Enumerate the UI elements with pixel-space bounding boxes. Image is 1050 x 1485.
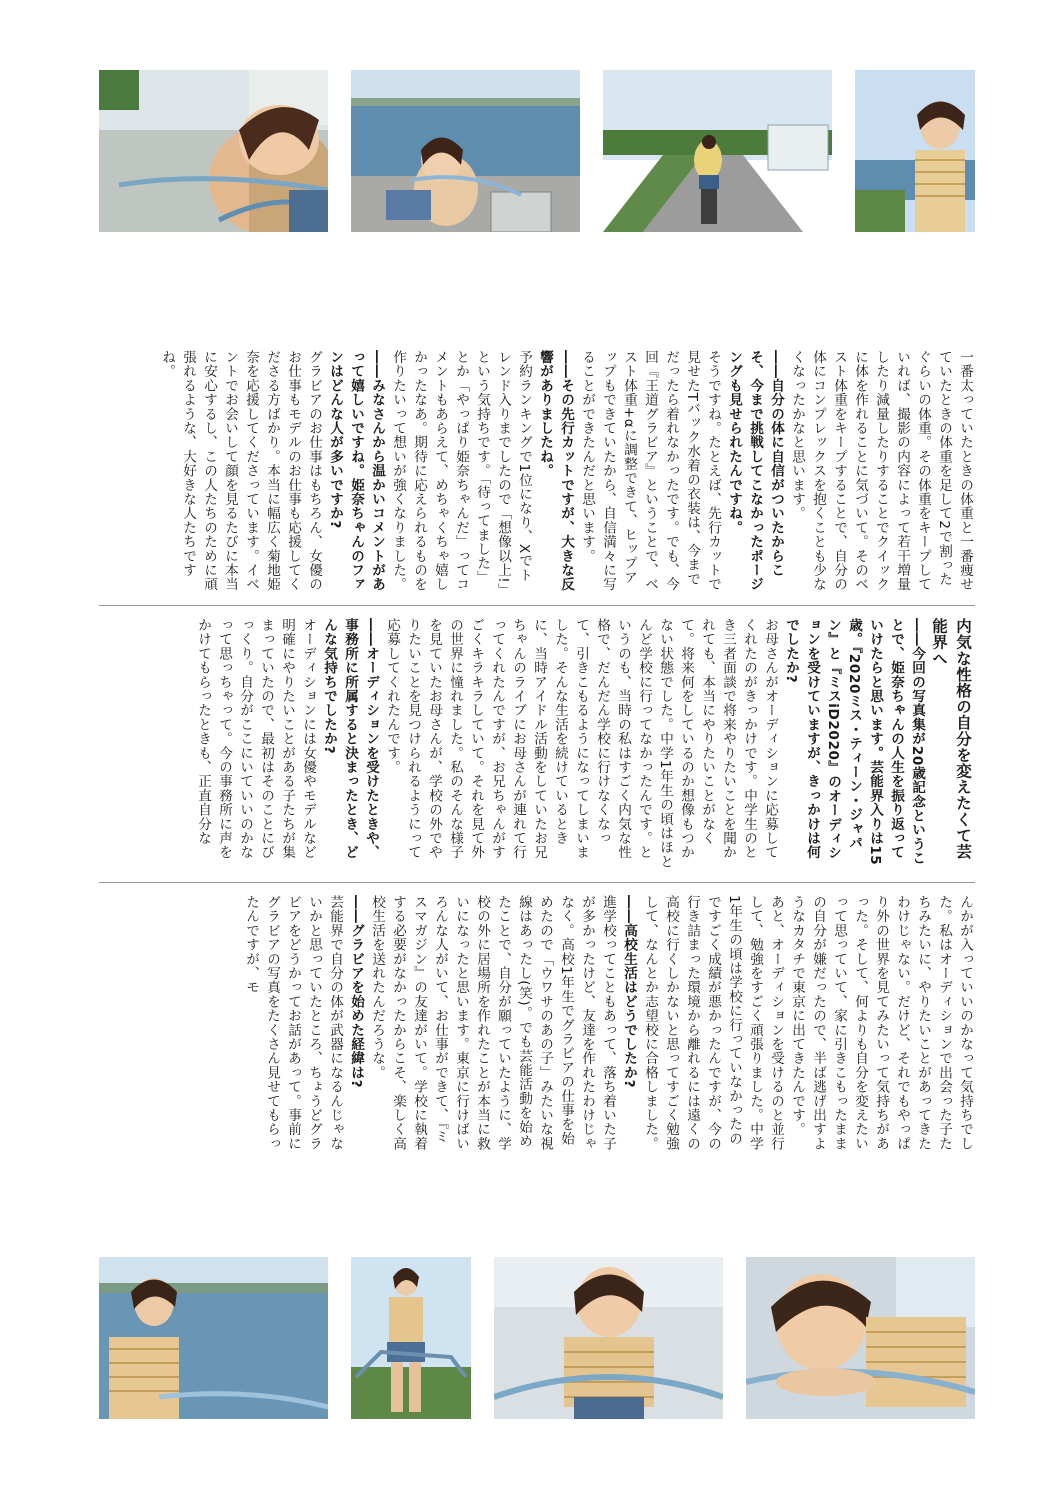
photo-top-2-image [351, 70, 580, 232]
photo-top-4 [855, 70, 975, 232]
photo-bottom-1-image [99, 1257, 328, 1419]
photo-bottom-3-image [494, 1257, 723, 1419]
paragraph: 一番太っていたときの体重と一番痩せていたときの体重を足して2で割ったぐらいの体重。その体重をキープしていれば、撮影の内容によって若干増量したり減量したりすることでクイックに体を作れることに気づいて。そのベスト体重をキープすることで、自分の体にコンプレックスを抱くことも少なくなったかなと思います。 [789, 350, 973, 592]
paragraph: グラビアのお仕事はもちろん、女優のお仕事もモデルのお仕事も応援してくださる方ばかり。本当に幅広く菊地姫奈を応援してくださっています。イベントでお会いして顔を見るたびに本当に安心するし、この人たちのために頑張れるような、大好きな人たちですね。 [159, 350, 322, 592]
question: ――その先行カットですが、大きな反響がありましたね。 [537, 350, 574, 592]
paragraph: んかが入っていいのかなって気持ちでした。私はオーディションで出会った子たちみたいに、やりたいことがあってきたわけじゃない。だけど、それでもやっぱり外の世界を見てみたいって気持ちがあった。そして、何よりも自分を変えたいって思っていて、家に引きこもったままの自分が嫌だったので、半ば逃げ出すようなカタチで東京に出てきたんです。 [789, 895, 973, 1151]
paragraph: お母さんがオーディションに応募してくれたのがきっかけです。中学生のとき三者面談で将来やりたいことを聞かれても、本当にやりたいことがなくて。将来何をしているのか想像もつかない状態でした。中学1年生の頃はほとんど学校に行ってなかったんです。というのも、当時の私はすごく内気な性格で、だんだん学校に行けなくなって、引きこもるようになってしまいました。そんな生活を続けているときに、当時アイドル活動をしていたお兄ちゃんのライブにお母さんが連れて行ってくれたんですが、お兄ちゃんがすごくキラキラしていて。それを見て外の世界に憧れました。私のそんな様子を見ていたお母さんが、学校の外でやりたいことを見つけられるようにって応募してくれたんです。 [384, 618, 778, 869]
photo-bottom-3 [494, 1257, 723, 1419]
question: ――グラビアを始めた経緯は? [348, 895, 364, 1089]
question: ――高校生活はどうでしたか? [621, 895, 637, 1089]
photo-top-4-image [855, 70, 975, 232]
paragraph: 芸能界で自分の体が武器になるんじゃないかと思っていたところ、ちょうどグラビアをどうかってお話があって。事前にグラビアの写真をたくさん見せてもらったんですが、モ [243, 895, 343, 1151]
article-tier-1 [99, 350, 975, 594]
divider [99, 605, 975, 606]
article-tier-2 [99, 618, 975, 870]
photo-bottom-2 [351, 1257, 471, 1419]
paragraph: オーディションには女優やモデルなど明確にやりたいことがある子たちが集まっていたので、最初はそのことにびっくり。自分がここにいていいのかなって思っちゃって。今の事務所に声をかけてもらったときも、正直自分な [195, 618, 316, 860]
question: ――みなさんから温かいコメントがあって嬉しいですね。姫奈ちゃんのファンはどんな人が多いですか? [327, 350, 385, 592]
photo-bottom-1 [99, 1257, 328, 1419]
article-tier-3 [99, 895, 975, 1157]
photo-bottom-2-image [351, 1257, 471, 1419]
question: ――今回の写真集が20歳記念ということで、姫奈ちゃんの人生を振り返っていけたらと思います。芸能界入りは15歳。『2020ミス・ティーン・ジャパン』と『ミスiD2020』のオーディションを受けていますが、きっかけは何でしたか? [783, 618, 925, 866]
paragraph: 予約ランキングで1位になり、Xでトレンド入りまでしたので「想像以上!」という気持ちです。「待ってました」とか「やっぱり姫奈ちゃんだ」ってコメントもあらえて、めちゃくちゃ嬉しかったなあ。期待に応えられるものを作りたいって想いが強くなりました。 [390, 350, 532, 592]
photo-top-3 [603, 70, 832, 232]
photo-top-2 [351, 70, 580, 232]
divider [99, 882, 975, 883]
question: ――オーディションを受けたときや、事務所に所属すると決まったとき、どんな気持ちでしたか? [321, 618, 379, 860]
photo-top-1-image [99, 70, 328, 232]
photo-top-3-image [603, 70, 832, 232]
paragraph: そうですね。たとえば、先行カットで見せたTバック水着の衣装は、今までだったら着れなかったです。でも、今回『王道グラビア』ということで、ベスト体重+αに調整できて、ヒップアップもできていたから、自信満々に写ることができたんだと思います。 [579, 350, 721, 592]
paragraph: 進学校ってこともあって、落ち着いた子が多かったけど、友達を作れたわけじゃなく。高校1年生でグラビアの仕事を始めたので「ウワサのあの子」みたいな視線はあったし(笑)。でも芸能活動を始めたことで、自分が願っていたように、学校の外に居場所を作れたことが本当に救いになったと思います。東京に行けばいろんな人がいて、お仕事ができて、『ミスマガジン』の友達がいて。学校に執着する必要がなかったからこそ、楽しく高校生活を送れたんだろうな。 [369, 895, 616, 1151]
question: ――自分の体に自信がついたからこそ、今まで挑戦してこなかったポージングも見せられたんですね。 [726, 350, 784, 592]
photo-top-1 [99, 70, 328, 232]
photo-bottom-4 [746, 1257, 975, 1419]
paragraph: あと、オーディションを受けるのと並行して、勉強をすごく頑張りました。中学1年生の頃は学校に行っていなかったのですごく成績が悪かったんですが、今の行き詰まった環境から離れるには遠くの高校に行くしかないと思ってすごく勉強して、なんとか志望校に合格しました。 [642, 895, 784, 1151]
section-heading: 内気な性格の自分を変えたくて芸能界へ [930, 618, 972, 860]
photo-bottom-4-image [746, 1257, 975, 1419]
